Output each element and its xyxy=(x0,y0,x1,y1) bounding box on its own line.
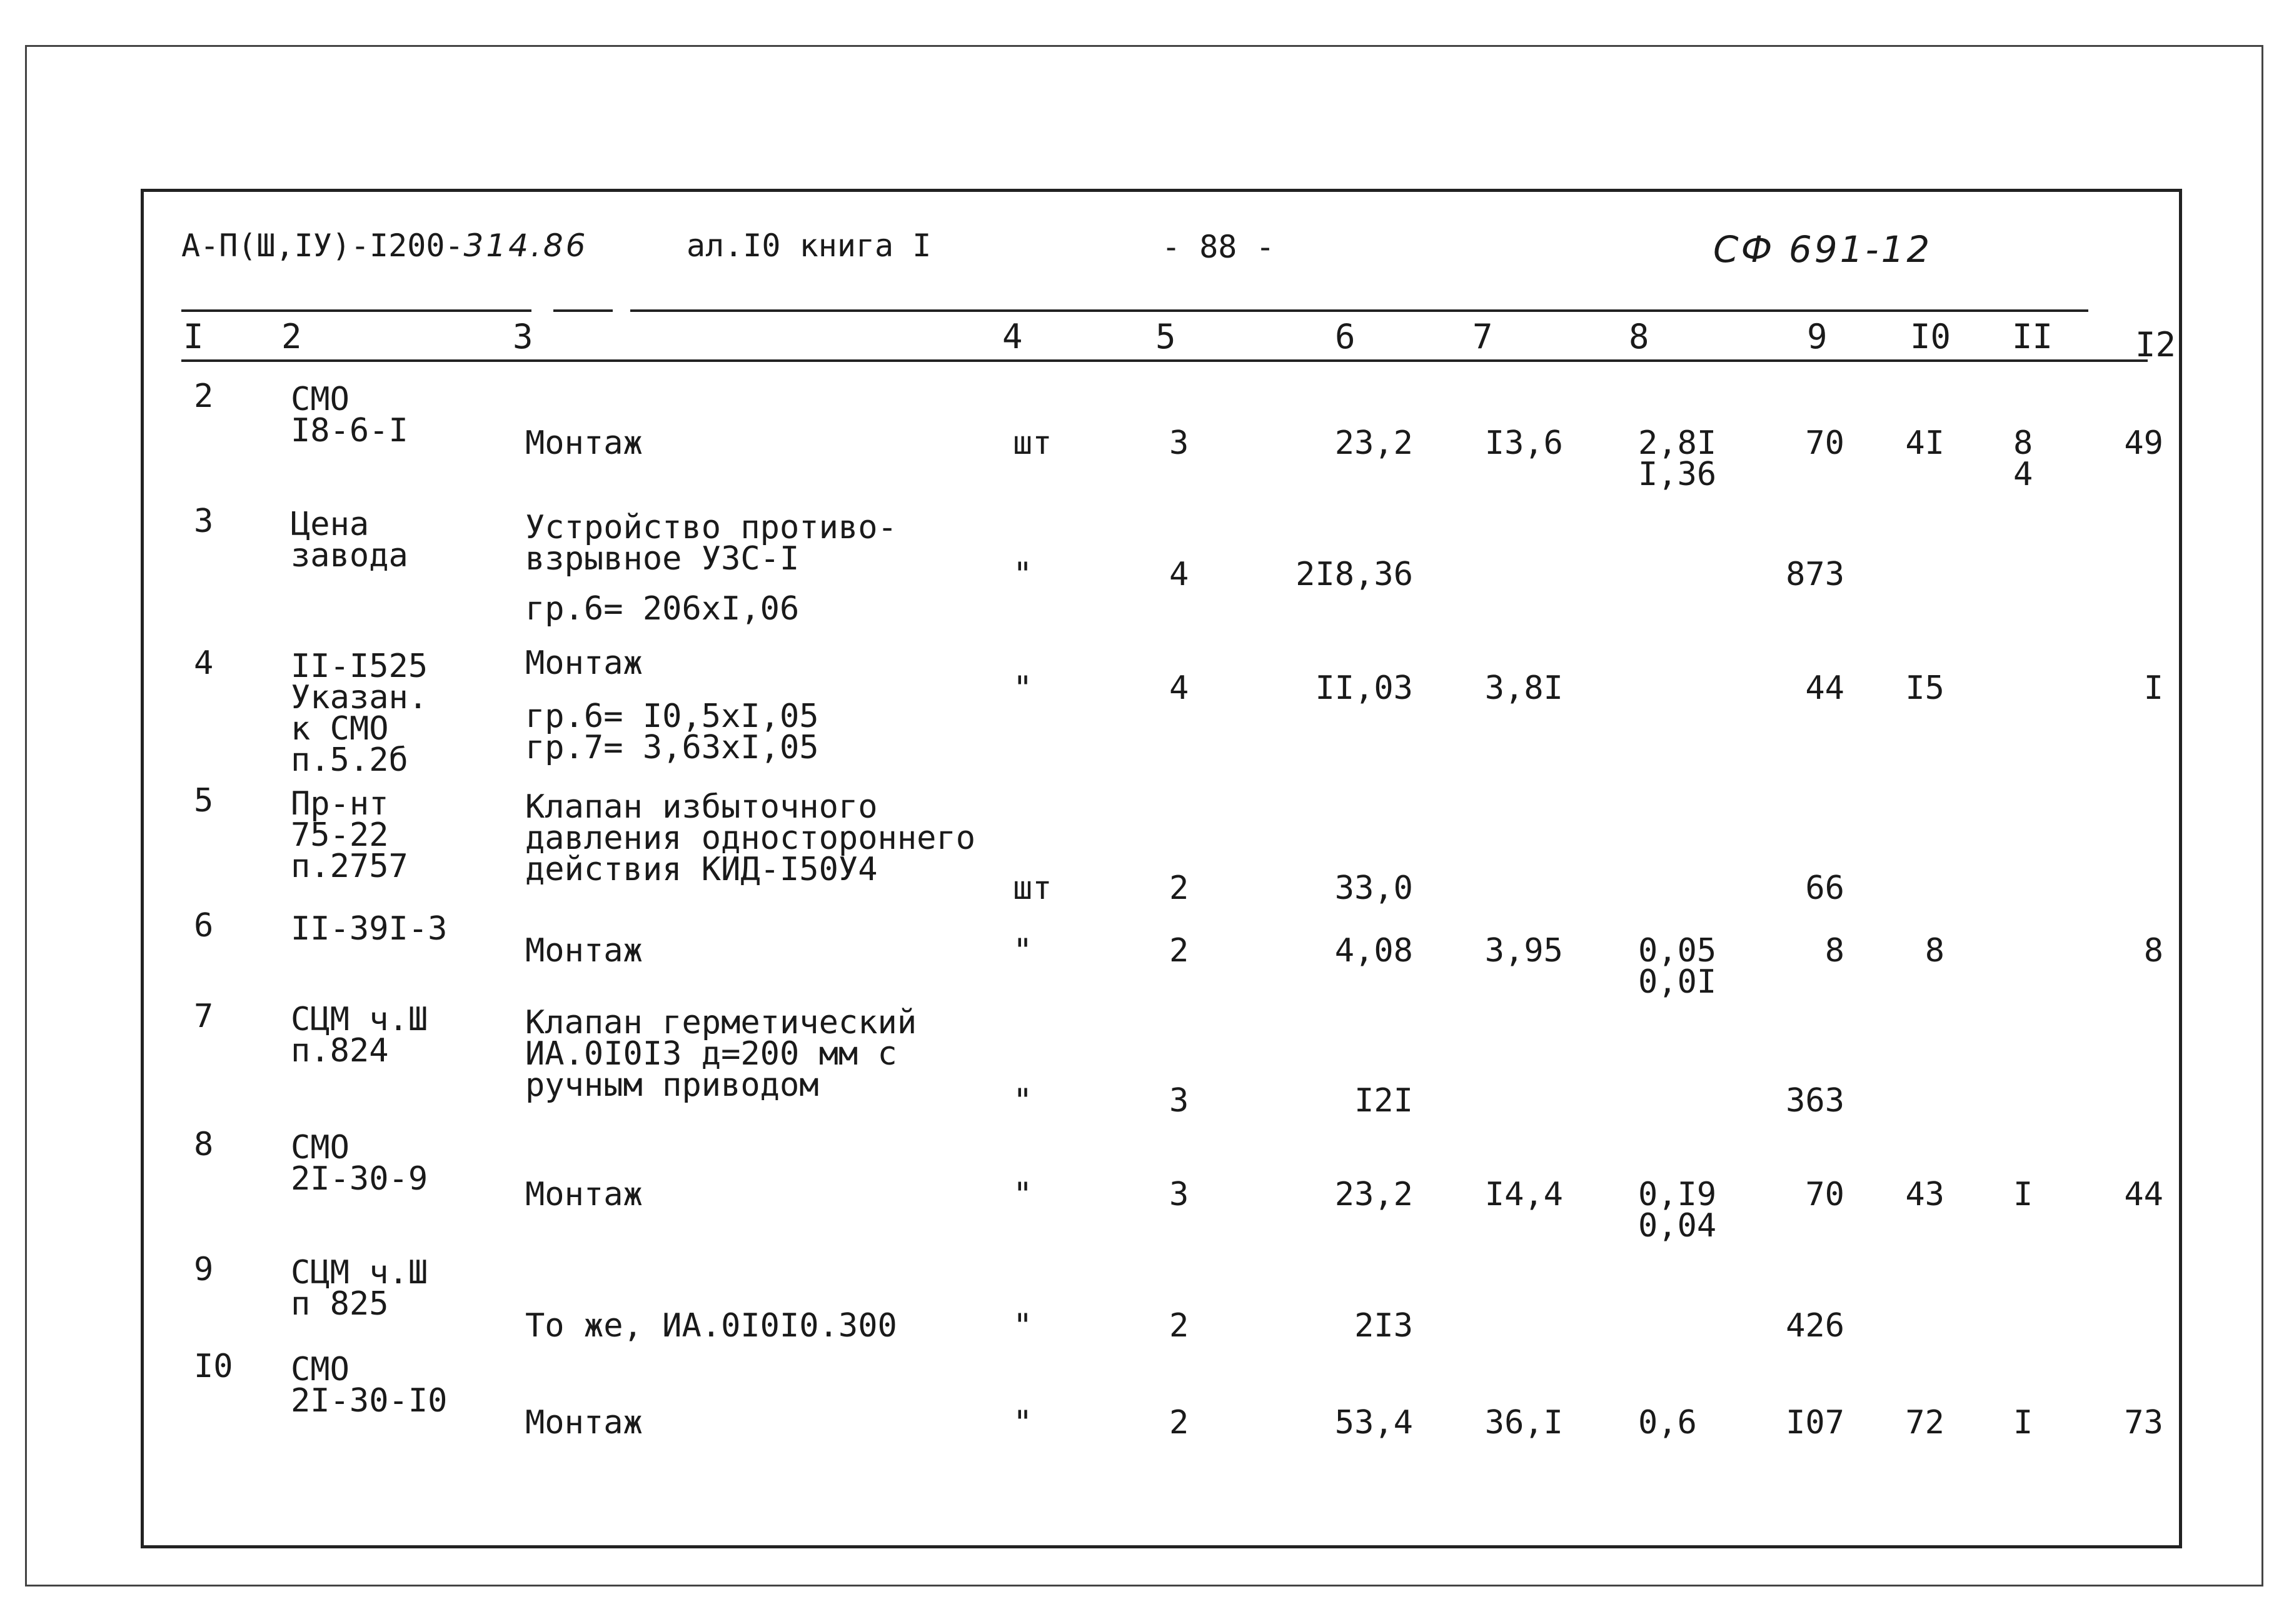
row-description-line: действия КИД-I50У4 xyxy=(525,851,878,888)
row-col9: 70 xyxy=(1805,1176,1844,1213)
row-col6: 53,4 xyxy=(1334,1404,1413,1441)
row-code-line: СЦМ ч.Ш xyxy=(291,1254,428,1291)
row-code-line: Цена xyxy=(291,506,370,543)
row-description-line: ИА.0I0I3 д=200 мм с xyxy=(525,1035,897,1073)
column-number: I xyxy=(183,317,204,356)
row-col10: 43 xyxy=(1905,1176,1944,1213)
header-rule-3 xyxy=(630,309,2088,312)
row-col9: 66 xyxy=(1805,870,1844,907)
row-code-line: 75-22 xyxy=(291,816,389,854)
row-col12: 49 xyxy=(2124,424,2163,462)
row-number: 8 xyxy=(194,1126,214,1163)
row-code-line: I8-6-I xyxy=(291,412,408,449)
row-col6: I2I xyxy=(1354,1082,1413,1120)
row-col11-line: 4 xyxy=(2013,456,2033,493)
column-number: 9 xyxy=(1807,317,1828,356)
row-number: 3 xyxy=(194,503,214,540)
row-col9: I07 xyxy=(1786,1404,1844,1441)
row-col8-line: 0,05 xyxy=(1638,932,1717,970)
row-unit: " xyxy=(1013,556,1033,593)
row-description-line: взрывное УЗС-I xyxy=(525,540,800,578)
row-unit: шт xyxy=(1013,424,1052,462)
row-col9: 70 xyxy=(1805,424,1844,462)
row-description-line: Устройство противо- xyxy=(525,509,897,546)
row-code-line: п.2757 xyxy=(291,848,408,885)
row-unit: " xyxy=(1013,1176,1033,1213)
row-code-line: СМО xyxy=(291,1351,350,1388)
row-code-line: 2I-30-9 xyxy=(291,1160,428,1198)
row-col6: 33,0 xyxy=(1334,870,1413,907)
row-code-line: СМО xyxy=(291,381,350,418)
row-col9: 873 xyxy=(1786,556,1844,593)
row-description-line: Монтаж xyxy=(525,932,643,970)
row-code-line: завода xyxy=(291,537,408,574)
row-quantity: 4 xyxy=(1169,556,1189,593)
row-description-line: Монтаж xyxy=(525,644,643,682)
row-col6: 23,2 xyxy=(1334,1176,1413,1213)
row-col9: 363 xyxy=(1786,1082,1844,1120)
row-col10: 72 xyxy=(1905,1404,1944,1441)
row-code-line: СЦМ ч.Ш xyxy=(291,1001,428,1038)
row-code-line: п.5.2б xyxy=(291,741,408,779)
row-col11-line: I xyxy=(2013,1404,2033,1441)
document-code xyxy=(181,228,588,264)
row-description-line: То же, ИА.0I0I0.300 xyxy=(525,1307,897,1345)
row-col11-line: 8 xyxy=(2013,424,2033,462)
row-col10: I5 xyxy=(1905,669,1944,707)
row-number: 7 xyxy=(194,998,214,1035)
row-col11-line: I xyxy=(2013,1176,2033,1213)
column-number: 8 xyxy=(1629,317,1649,356)
row-unit: " xyxy=(1013,1404,1033,1441)
column-number: 5 xyxy=(1155,317,1176,356)
row-quantity: 3 xyxy=(1169,1176,1189,1213)
row-unit: " xyxy=(1013,932,1033,970)
row-formula-line: гр.7= 3,63хI,05 xyxy=(525,729,819,766)
album-book-label: ал.I0 книга I xyxy=(687,228,932,264)
row-code-line: к СМО xyxy=(291,710,389,748)
row-quantity: 2 xyxy=(1169,932,1189,970)
row-col8-line: I,36 xyxy=(1638,456,1717,493)
row-description-line: Монтаж xyxy=(525,1404,643,1441)
row-col12: 8 xyxy=(2143,932,2163,970)
row-description-line: Монтаж xyxy=(525,424,643,462)
row-col6: 2I8,36 xyxy=(1295,556,1413,593)
row-description-line: давления одностороннего xyxy=(525,820,976,857)
row-quantity: 4 xyxy=(1169,669,1189,707)
column-number: I2 xyxy=(2135,325,2176,364)
row-col12: 44 xyxy=(2124,1176,2163,1213)
column-number: 2 xyxy=(281,317,302,356)
row-description-line: Клапан герметический xyxy=(525,1004,917,1041)
row-col6: 23,2 xyxy=(1334,424,1413,462)
row-col9: 44 xyxy=(1805,669,1844,707)
row-code-line: 2I-30-I0 xyxy=(291,1382,448,1420)
row-col9: 426 xyxy=(1786,1307,1844,1345)
row-col7: 36,I xyxy=(1484,1404,1563,1441)
row-col12: I xyxy=(2143,669,2163,707)
row-unit: " xyxy=(1013,669,1033,707)
row-number: 9 xyxy=(194,1251,214,1288)
column-number: I0 xyxy=(1910,317,1951,356)
stamp-code: СФ 691-12 xyxy=(1713,228,1933,271)
document-code-typed: А-П(Ш,IУ)-I200- xyxy=(181,228,464,264)
row-number: 2 xyxy=(194,378,214,415)
column-number: 7 xyxy=(1472,317,1493,356)
row-col7: I3,6 xyxy=(1484,424,1563,462)
row-col6: 4,08 xyxy=(1334,932,1413,970)
row-quantity: 3 xyxy=(1169,424,1189,462)
row-number: 4 xyxy=(194,644,214,682)
header-rule-1 xyxy=(181,309,531,312)
row-col9: 8 xyxy=(1824,932,1844,970)
row-quantity: 3 xyxy=(1169,1082,1189,1120)
row-col7: 3,8I xyxy=(1484,669,1563,707)
column-number: 6 xyxy=(1335,317,1356,356)
row-formula-line: гр.6= 206хI,06 xyxy=(525,590,800,628)
row-code-line: п 825 xyxy=(291,1285,389,1323)
row-quantity: 2 xyxy=(1169,1404,1189,1441)
row-col10: 8 xyxy=(1924,932,1944,970)
row-formula-line: гр.6= I0,5хI,05 xyxy=(525,698,819,735)
header-rule-2 xyxy=(553,309,613,312)
row-col8-line: 2,8I xyxy=(1638,424,1717,462)
row-col7: I4,4 xyxy=(1484,1176,1563,1213)
row-col8-line: 0,0I xyxy=(1638,963,1717,1001)
row-description-line: Монтаж xyxy=(525,1176,643,1213)
row-code-line: Указан. xyxy=(291,679,428,716)
page-number: - 88 - xyxy=(1162,229,1275,265)
row-col6: II,03 xyxy=(1315,669,1413,707)
row-number: 5 xyxy=(194,782,214,820)
row-col8-line: 0,6 xyxy=(1638,1404,1697,1441)
row-number: I0 xyxy=(194,1348,233,1385)
row-code-line: II-39I-3 xyxy=(291,910,448,948)
row-quantity: 2 xyxy=(1169,1307,1189,1345)
row-col7: 3,95 xyxy=(1484,932,1563,970)
row-code-line: СМО xyxy=(291,1129,350,1166)
row-unit: " xyxy=(1013,1307,1033,1345)
row-col8-line: 0,04 xyxy=(1638,1207,1717,1245)
row-code-line: II-I525 xyxy=(291,648,428,685)
row-col10: 4I xyxy=(1905,424,1944,462)
row-col8-line: 0,I9 xyxy=(1638,1176,1717,1213)
row-unit: " xyxy=(1013,1082,1033,1120)
table-frame xyxy=(141,189,2182,1548)
row-code-line: Пр-нт xyxy=(291,785,389,823)
row-code-line: п.824 xyxy=(291,1032,389,1070)
column-number: 4 xyxy=(1002,317,1023,356)
row-col6: 2I3 xyxy=(1354,1307,1413,1345)
column-header-rule xyxy=(181,359,2148,362)
row-description-line: Клапан избыточного xyxy=(525,788,878,826)
row-quantity: 2 xyxy=(1169,870,1189,907)
row-number: 6 xyxy=(194,907,214,945)
row-unit: шт xyxy=(1013,870,1052,907)
row-col12: 73 xyxy=(2124,1404,2163,1441)
document-code-handwritten: 314.86 xyxy=(463,228,588,264)
column-number: II xyxy=(2012,317,2053,356)
row-description-line: ручным приводом xyxy=(525,1066,819,1104)
column-number: 3 xyxy=(513,317,533,356)
